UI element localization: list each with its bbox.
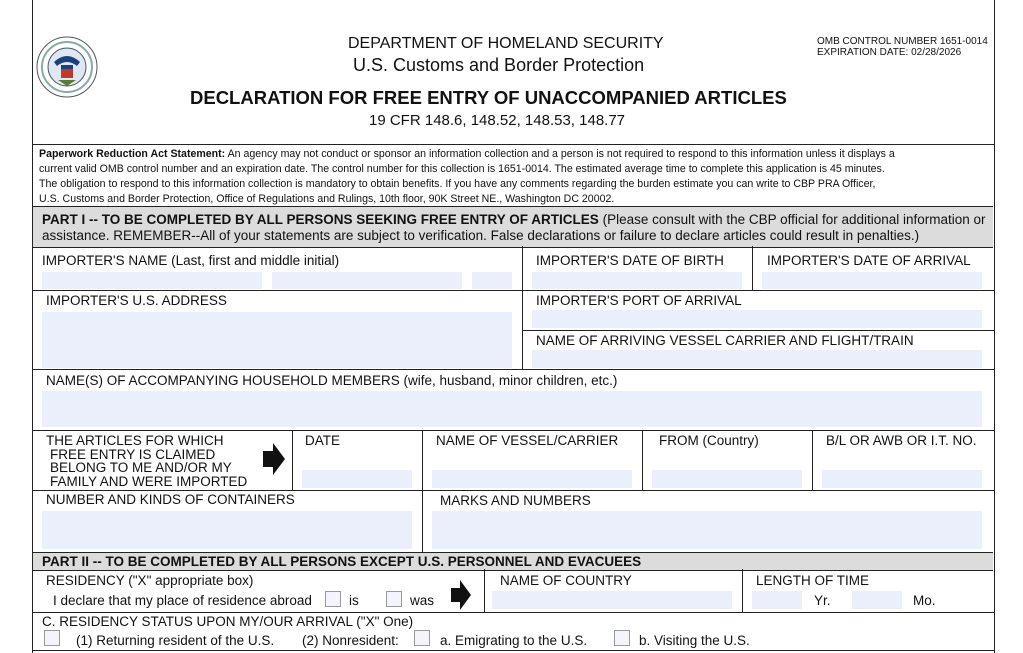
country-label: NAME OF COUNTRY: [500, 573, 632, 588]
part2-heading: PART II -- TO BE COMPLETED BY ALL PERSONS EXCEPT U.S. PERSONNEL AND EVACUEES: [42, 554, 642, 569]
part1-heading: PART I -- TO BE COMPLETED BY ALL PERSONS SEEKING FREE ENTRY OF ARTICLES: [42, 212, 599, 227]
importer-name-label: IMPORTER'S NAME (Last, first and middle initial): [42, 253, 340, 268]
agency-title: U.S. Customs and Border Protection: [353, 55, 645, 75]
part1-heading-line: [42, 212, 986, 227]
emigrating-checkbox[interactable]: [414, 630, 430, 646]
paperwork-heading: Paperwork Reduction Act Statement:: [39, 148, 226, 160]
middle-initial-input[interactable]: [472, 272, 512, 289]
paperwork-line2: current valid OMB control number and an expiration date. The control number for this collection is 1651-0014. The estimated average time to complete this application is 45 minutes.: [39, 163, 885, 175]
part1-note1: (Please consult with the CBP official for additional information or: [602, 212, 986, 227]
returning-resident-checkbox[interactable]: [44, 630, 60, 646]
marks-numbers-input[interactable]: [432, 511, 982, 549]
articles-line3: BELONG TO ME AND/OR MY: [50, 460, 232, 475]
arrow-right-icon: [263, 443, 285, 475]
articles-line1: THE ARTICLES FOR WHICH: [46, 433, 224, 448]
containers-input[interactable]: [42, 511, 412, 549]
date-label: DATE: [305, 433, 341, 448]
department-title: DEPARTMENT OF HOMELAND SECURITY: [348, 35, 664, 52]
emigrating-label: a. Emigrating to the U.S.: [440, 633, 588, 648]
residency-status-label: C. RESIDENCY STATUS UPON MY/OUR ARRIVAL ("X" One): [42, 614, 414, 629]
paperwork-line1: An agency may not conduct or sponsor an information collection and a person is not required to respond to this information unless it displays a: [227, 148, 895, 160]
paperwork-line4: U.S. Customs and Border Protection, Office of Regulations and Rulings, 10th floor, 90K Street NE., Washington DC 20002.: [39, 193, 615, 205]
containers-label: NUMBER AND KINDS OF CONTAINERS: [46, 492, 295, 507]
residence-is-label: is: [349, 593, 359, 608]
cfr-reference: 19 CFR 148.6, 148.52, 148.53, 148.77: [369, 112, 626, 129]
country-input[interactable]: [492, 591, 732, 609]
last-name-input[interactable]: [42, 272, 262, 289]
importer-dob-input[interactable]: [532, 272, 742, 289]
years-label: Yr.: [814, 593, 831, 608]
vessel-name-label: NAME OF VESSEL/CARRIER: [436, 433, 619, 448]
returning-resident-label: (1) Returning resident of the U.S.: [76, 633, 275, 648]
paperwork-statement: [39, 147, 987, 207]
months-input[interactable]: [852, 591, 902, 609]
vessel-carrier-flight-label: NAME OF ARRIVING VESSEL CARRIER AND FLIGHT/TRAIN: [536, 333, 914, 348]
residency-label: RESIDENCY ("X" appropriate box): [46, 573, 254, 588]
bl-awb-input[interactable]: [822, 470, 982, 488]
residence-was-checkbox[interactable]: [386, 591, 402, 607]
dhs-seal: [36, 36, 98, 98]
articles-statement: [46, 434, 247, 488]
expiration-date: EXPIRATION DATE: 02/28/2026: [817, 47, 962, 58]
arrow-right-icon: [451, 580, 471, 610]
articles-line2: FREE ENTRY IS CLAIMED: [50, 446, 216, 462]
nonresident-label: (2) Nonresident:: [302, 633, 399, 648]
declare-residence-text: I declare that my place of residence abroad: [53, 593, 312, 608]
years-input[interactable]: [752, 591, 802, 609]
articles-line4: FAMILY AND WERE IMPORTED: [50, 473, 248, 489]
importer-arrival-date-input[interactable]: [762, 272, 982, 289]
length-of-time-label: LENGTH OF TIME: [756, 573, 870, 588]
residence-is-checkbox[interactable]: [325, 591, 341, 607]
marks-numbers-label: MARKS AND NUMBERS: [440, 493, 591, 508]
visiting-label: b. Visiting the U.S.: [639, 633, 750, 648]
date-input[interactable]: [302, 470, 412, 488]
household-members-input[interactable]: [42, 391, 982, 427]
from-country-input[interactable]: [652, 470, 802, 488]
from-country-label: FROM (Country): [659, 433, 759, 448]
household-members-label: NAME(S) OF ACCOMPANYING HOUSEHOLD MEMBERS (wife, husband, minor children, etc.): [46, 373, 618, 388]
port-of-arrival-input[interactable]: [532, 310, 982, 328]
part1-note2: assistance. REMEMBER--All of your statements are subject to verification. False declarations or failure to declare articles could result in penalties.): [42, 228, 920, 243]
port-of-arrival-label: IMPORTER'S PORT OF ARRIVAL: [536, 293, 742, 308]
vessel-carrier-flight-input[interactable]: [532, 350, 982, 368]
importer-dob-label: IMPORTER'S DATE OF BIRTH: [536, 253, 724, 268]
residence-was-label: was: [410, 593, 435, 608]
visiting-checkbox[interactable]: [614, 630, 630, 646]
importer-arrival-date-label: IMPORTER'S DATE OF ARRIVAL: [767, 253, 971, 268]
bl-awb-label: B/L OR AWB OR I.T. NO.: [826, 433, 977, 448]
form-title: DECLARATION FOR FREE ENTRY OF UNACCOMPANIED ARTICLES: [190, 87, 787, 108]
paperwork-line3: The obligation to respond to this information collection is mandatory to obtain benefits. If you have any comments regarding the burden estimate you can write to CBP PRA Officer,: [39, 178, 876, 190]
months-label: Mo.: [913, 593, 936, 608]
vessel-name-input[interactable]: [432, 470, 632, 488]
importer-address-label: IMPORTER'S U.S. ADDRESS: [46, 293, 227, 308]
first-name-input[interactable]: [272, 272, 462, 289]
omb-number: OMB CONTROL NUMBER 1651-0014: [817, 36, 988, 47]
importer-address-input[interactable]: [42, 312, 512, 368]
